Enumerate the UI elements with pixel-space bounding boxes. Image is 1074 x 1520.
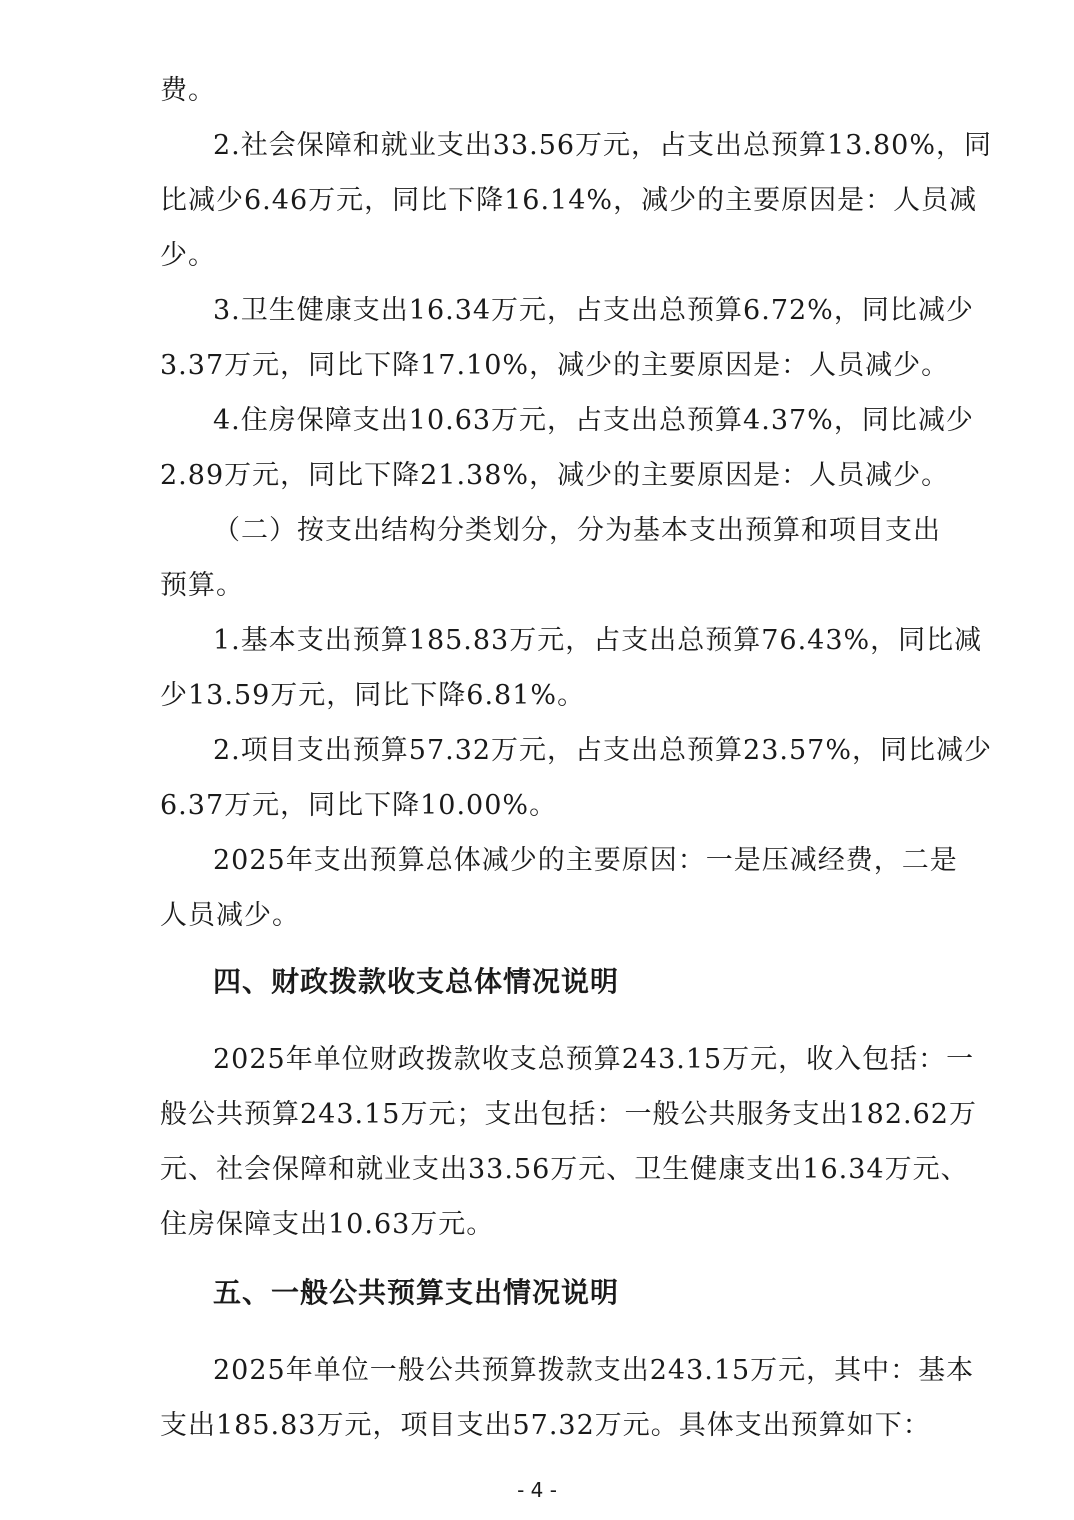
paragraph-line: 费。	[160, 75, 216, 106]
paragraph-line: 2.89万元，同比下降21.38%，减少的主要原因是：人员减少。	[160, 460, 950, 491]
page-number: - 4 -	[517, 1478, 557, 1502]
paragraph-line: 1.基本支出预算185.83万元，占支出总预算76.43%，同比减	[213, 625, 983, 656]
paragraph-line: 6.37万元，同比下降10.00%。	[160, 790, 558, 821]
paragraph-line: 3.37万元，同比下降17.10%，减少的主要原因是：人员减少。	[160, 350, 950, 381]
section-heading: 四、财政拨款收支总体情况说明	[213, 965, 620, 998]
paragraph-line: 少。	[160, 240, 216, 271]
paragraph-line: 住房保障支出10.63万元。	[160, 1209, 495, 1240]
paragraph-line: （二）按支出结构分类划分，分为基本支出预算和项目支出	[213, 515, 941, 546]
paragraph-line: 预算。	[160, 570, 244, 601]
paragraph-line: 3.卫生健康支出16.34万元，占支出总预算6.72%，同比减少	[213, 295, 974, 326]
paragraph-line: 2.社会保障和就业支出33.56万元，占支出总预算13.80%，同	[213, 130, 993, 161]
paragraph-line: 2025年单位财政拨款收支总预算243.15万元，收入包括：一	[213, 1044, 975, 1075]
paragraph-line: 元、社会保障和就业支出33.56万元、卫生健康支出16.34万元、	[160, 1154, 969, 1185]
paragraph-line: 2025年支出预算总体减少的主要原因：一是压减经费，二是	[213, 845, 958, 876]
paragraph-line: 4.住房保障支出10.63万元，占支出总预算4.37%，同比减少	[213, 405, 974, 436]
paragraph-line: 支出185.83万元，项目支出57.32万元。具体支出预算如下：	[160, 1410, 931, 1441]
paragraph-line: 2.项目支出预算57.32万元，占支出总预算23.57%，同比减少	[213, 735, 993, 766]
paragraph-line: 人员减少。	[160, 900, 300, 931]
paragraph-line: 般公共预算243.15万元；支出包括：一般公共服务支出182.62万	[160, 1099, 977, 1130]
paragraph-line: 少13.59万元，同比下降6.81%。	[160, 680, 586, 711]
section-heading: 五、一般公共预算支出情况说明	[213, 1276, 620, 1309]
paragraph-line: 2025年单位一般公共预算拨款支出243.15万元，其中：基本	[213, 1355, 975, 1386]
paragraph-line: 比减少6.46万元，同比下降16.14%，减少的主要原因是：人员减	[160, 185, 978, 216]
